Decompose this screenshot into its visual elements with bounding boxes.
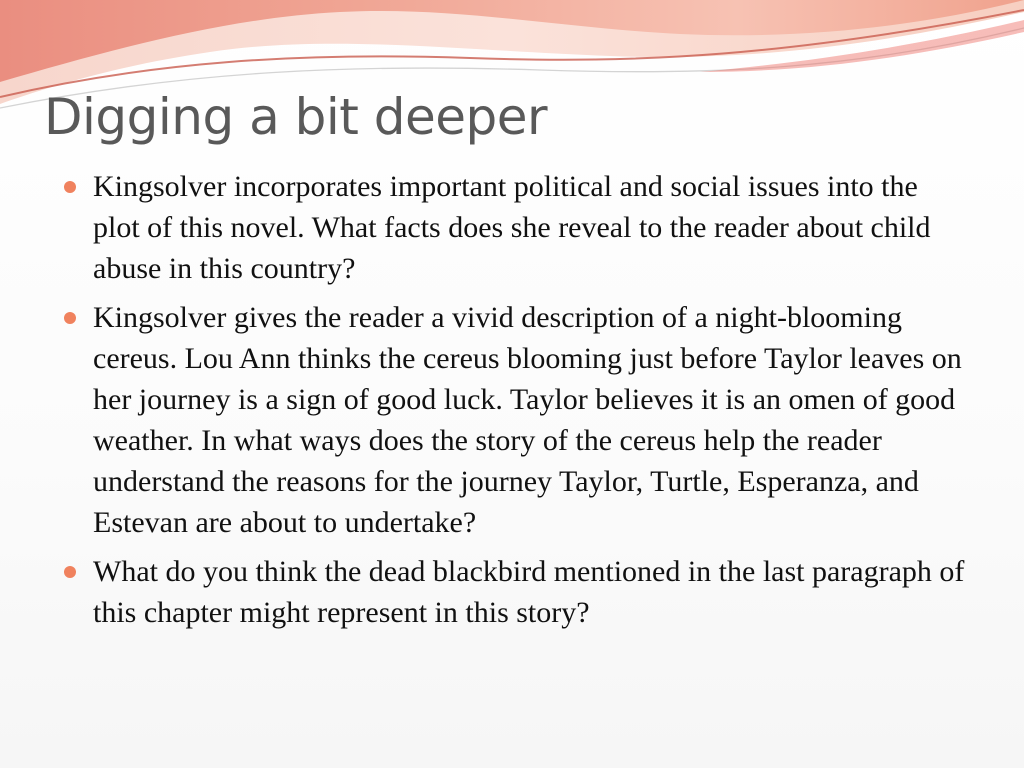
bullet-item-1 bbox=[62, 166, 967, 289]
bullet-dot-icon bbox=[64, 312, 76, 324]
slide-title: Digging a bit deeper bbox=[44, 88, 548, 146]
bullet-dot-icon bbox=[64, 566, 76, 578]
bullet-text-2: Kingsolver gives the reader a vivid description of a night-blooming cereus. Lou Ann thinks the cereus blooming just before Taylor leaves on her journey is a sign of good luck. Taylor believes it is an omen of good weather. In what ways does the story of the cereus help the reader understand the reasons for the journey Taylor, Turtle, Esperanza, and Estevan are about to undertake? bbox=[93, 301, 962, 539]
bullet-text-3: What do you think the dead blackbird mentioned in the last paragraph of this chapter might represent in this story? bbox=[93, 555, 965, 629]
bullet-list bbox=[62, 166, 967, 641]
bullet-item-3 bbox=[62, 551, 967, 633]
bullet-text-1: Kingsolver incorporates important political and social issues into the plot of this novel. What facts does she reveal to the reader about child abuse in this country? bbox=[93, 170, 931, 285]
bullet-dot-icon bbox=[64, 181, 76, 193]
bullet-item-2 bbox=[62, 297, 967, 543]
